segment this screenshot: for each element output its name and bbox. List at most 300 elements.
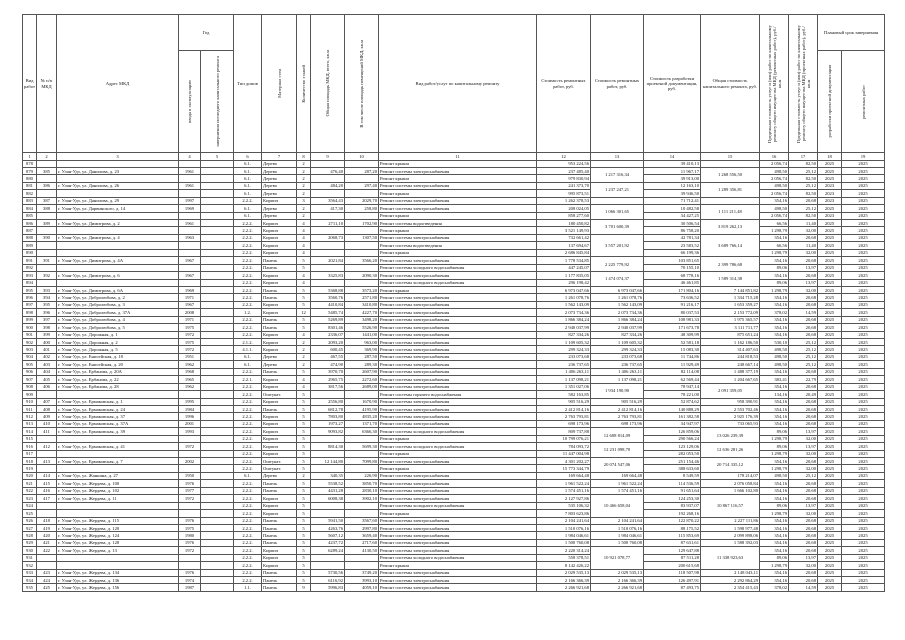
table-cell: 13,97 bbox=[789, 428, 818, 435]
table-cell: 906 bbox=[23, 368, 37, 375]
table-cell: 2025 bbox=[818, 487, 842, 494]
table-cell: 12 bbox=[297, 309, 311, 316]
table-cell: 2025 bbox=[842, 368, 885, 375]
table-cell: г. Улан-Удэ, ул. Жердева, д. 11 bbox=[57, 495, 179, 502]
table-row bbox=[23, 197, 885, 204]
table-cell: 400 bbox=[37, 339, 57, 346]
table-cell: Панель bbox=[262, 480, 297, 487]
table-cell: 2025 bbox=[842, 487, 885, 494]
table-cell: 2025 bbox=[818, 443, 842, 450]
table-cell: 2025 bbox=[818, 391, 842, 398]
table-cell bbox=[201, 339, 234, 346]
table-cell: 8814,30 bbox=[311, 443, 345, 450]
table-cell: 1993 bbox=[179, 428, 201, 435]
table-cell: г. Улан-Удэ, ул. Ербанова, д. 28 bbox=[57, 383, 179, 390]
table-cell: Ремонт системы электроснабжения bbox=[379, 569, 537, 576]
table-cell: 2025 bbox=[842, 190, 885, 197]
table-cell: 3749,20 bbox=[345, 569, 379, 576]
column-number: 8 bbox=[297, 153, 311, 161]
table-cell: 1963 bbox=[179, 234, 201, 241]
table-cell bbox=[201, 331, 234, 338]
table-cell: 2025 bbox=[842, 443, 885, 450]
table-cell: Ремонт крыши bbox=[379, 510, 537, 517]
table-cell: 1 298,79 bbox=[760, 249, 789, 256]
column-number: 3 bbox=[57, 153, 179, 161]
table-row bbox=[23, 547, 885, 554]
table-cell: 5 bbox=[297, 294, 311, 301]
table-cell: 1967 bbox=[179, 272, 201, 279]
table-cell: 1997 bbox=[179, 197, 201, 204]
table-cell: 1962 bbox=[179, 361, 201, 368]
table-cell bbox=[201, 167, 234, 174]
table-cell: Панель bbox=[262, 294, 297, 301]
table-cell: Ремонт системы электроснабжения bbox=[379, 495, 537, 502]
table-cell: 901 bbox=[23, 331, 37, 338]
table-cell bbox=[201, 316, 234, 323]
table-cell: 2.2.2. bbox=[234, 398, 262, 405]
table-row bbox=[23, 294, 885, 301]
table-row bbox=[23, 368, 885, 375]
table-cell: 498,50 bbox=[760, 353, 789, 360]
table-cell: 171 673,78 bbox=[644, 324, 701, 331]
table-cell: 20,68 bbox=[789, 532, 818, 539]
table-cell: г. Улан-Удэ, ул. Димитрова, д. 2 bbox=[57, 220, 179, 227]
table-cell bbox=[201, 539, 234, 546]
table-cell: 2025 bbox=[842, 584, 885, 591]
table-cell: 2025 bbox=[842, 257, 885, 264]
table-cell: 419 bbox=[37, 524, 57, 531]
table-cell: Панель bbox=[262, 577, 297, 584]
table-cell: 5996,83 bbox=[311, 584, 345, 591]
table-cell: 87 631,61 bbox=[644, 539, 701, 546]
table-cell: 4835,20 bbox=[345, 413, 379, 420]
table-cell: 3659,40 bbox=[345, 532, 379, 539]
header-c17: Предельная стоимость услуг и (или) работ по капитальному ремонту общего имущества МКД (проектных работ), руб./кв.м bbox=[789, 15, 818, 153]
table-cell: 4195,90 bbox=[345, 405, 379, 412]
table-cell bbox=[345, 450, 379, 457]
table-cell: 6.1. bbox=[234, 160, 262, 167]
table-cell: 180 450,82 bbox=[537, 220, 591, 227]
table-cell: 299 324,33 bbox=[591, 346, 644, 353]
table-cell: 827 3З4,26 bbox=[537, 331, 591, 338]
merged-repair-total: 1 237 247,21 bbox=[591, 182, 644, 197]
table-row bbox=[23, 309, 885, 316]
table-cell bbox=[201, 450, 234, 457]
table-cell: 4 bbox=[297, 234, 311, 241]
table-cell: 2025 bbox=[818, 450, 842, 457]
table-cell: 2 412 814,16 bbox=[537, 405, 591, 412]
table-cell: 2025 bbox=[842, 294, 885, 301]
table-cell: 244 818,53 bbox=[701, 353, 760, 360]
table-cell: 20,68 bbox=[789, 577, 818, 584]
table-cell: 2025 bbox=[842, 234, 885, 241]
column-number: 4 bbox=[179, 153, 201, 161]
table-cell: Ремонт системы электроснабжения bbox=[379, 197, 537, 204]
table-cell bbox=[37, 502, 57, 509]
table-cell: 2025 bbox=[842, 383, 885, 390]
table-cell: 2556,80 bbox=[311, 398, 345, 405]
table-cell bbox=[201, 160, 234, 167]
table-cell: 2 925 176,39 bbox=[701, 413, 760, 420]
table-cell: 2 bbox=[297, 472, 311, 479]
table-cell bbox=[57, 212, 179, 219]
table-cell: 6366,30 bbox=[345, 428, 379, 435]
table-cell: 732 661,42 bbox=[537, 234, 591, 241]
table-cell bbox=[201, 353, 234, 360]
table-cell: 2025 bbox=[818, 554, 842, 561]
table-cell: 413 bbox=[37, 458, 57, 465]
table-cell: 420 bbox=[37, 532, 57, 539]
table-cell bbox=[345, 190, 379, 197]
table-cell bbox=[701, 160, 760, 167]
table-cell: Панель bbox=[262, 517, 297, 524]
table-cell: 2.2.2. bbox=[234, 480, 262, 487]
table-cell: Оштукат. bbox=[262, 465, 297, 472]
table-cell bbox=[37, 190, 57, 197]
table-cell: 414 bbox=[37, 472, 57, 479]
table-cell: 398 bbox=[37, 324, 57, 331]
table-cell: 354,16 bbox=[760, 532, 789, 539]
table-cell: 3902,10 bbox=[345, 495, 379, 502]
table-cell: 2.2.2. bbox=[234, 502, 262, 509]
table-cell: 2 148 043,11 bbox=[701, 569, 760, 576]
table-cell bbox=[37, 279, 57, 286]
column-number: 14 bbox=[644, 153, 701, 161]
table-cell: 2025 bbox=[842, 420, 885, 427]
table-cell: 20,49 bbox=[789, 391, 818, 398]
table-cell: Кирпич bbox=[262, 443, 297, 450]
table-cell: 5368,88 bbox=[311, 286, 345, 293]
table-cell: 2025 bbox=[818, 539, 842, 546]
table-cell: 11 447 004,98 bbox=[537, 450, 591, 457]
table-cell bbox=[201, 554, 234, 561]
table-cell: Кирпич bbox=[262, 242, 297, 249]
table-cell bbox=[201, 502, 234, 509]
table-cell: 963,00 bbox=[345, 339, 379, 346]
merged-overall-total: 20 714 335,12 bbox=[701, 458, 760, 473]
table-cell: 354,16 bbox=[760, 420, 789, 427]
table-cell bbox=[201, 190, 234, 197]
table-cell: 82,50 bbox=[789, 160, 818, 167]
table-cell: 2.2.2. bbox=[234, 450, 262, 457]
table-cell: 2025 bbox=[842, 197, 885, 204]
table-cell: 2336,07 bbox=[311, 331, 345, 338]
table-cell: 909 bbox=[23, 391, 37, 398]
table-cell: 3567,60 bbox=[345, 517, 379, 524]
table-cell: 929 bbox=[23, 539, 37, 546]
table-cell: Ремонт крыши bbox=[379, 562, 537, 569]
table-cell bbox=[345, 554, 379, 561]
table-cell: Кирпич bbox=[262, 249, 297, 256]
table-cell: 2025 bbox=[842, 220, 885, 227]
table-cell bbox=[345, 279, 379, 286]
table-cell: Дерево bbox=[262, 472, 297, 479]
table-cell: 354,16 bbox=[760, 197, 789, 204]
table-cell: 5 bbox=[297, 510, 311, 517]
table-cell: 39 946,50 bbox=[644, 190, 701, 197]
table-cell: 4 bbox=[297, 383, 311, 390]
table-cell: 2025 bbox=[842, 316, 885, 323]
table-cell: г. Улан-Удэ, ул. Енисейская, д. 18 bbox=[57, 353, 179, 360]
merged-repair-total: 1 217 316,34 bbox=[591, 167, 644, 182]
column-number: 11 bbox=[379, 153, 537, 161]
table-cell: Дерево bbox=[262, 175, 297, 182]
table-cell: 1969 bbox=[179, 286, 201, 293]
table-cell: 2090,30 bbox=[345, 272, 379, 279]
table-cell bbox=[311, 450, 345, 457]
table-cell: 1 109 605,32 bbox=[537, 339, 591, 346]
table-cell: Панель bbox=[262, 324, 297, 331]
table-cell: 1 984 046,61 bbox=[591, 532, 644, 539]
table-cell: 2025 bbox=[842, 435, 885, 442]
table-cell: 2025 bbox=[842, 205, 885, 212]
table-cell: Ремонт системы холодного водоснабжения bbox=[379, 279, 537, 286]
table-cell: 1 961 522,24 bbox=[537, 480, 591, 487]
header-c13: Стоимость ремонтных работ, руб. bbox=[591, 15, 644, 153]
table-cell: 11 967,17 bbox=[644, 167, 701, 174]
table-cell: Дерево bbox=[262, 205, 297, 212]
table-cell: 6.1. bbox=[234, 361, 262, 368]
table-cell: 2025 bbox=[842, 175, 885, 182]
table-cell: 354,16 bbox=[760, 517, 789, 524]
header-c16: Предельная стоимость услуг и (или) работ по капитальному ремонту общего имущества МКД (ремонтных работ), руб./кв.м bbox=[760, 15, 789, 153]
table-cell: 4410,84 bbox=[311, 301, 345, 308]
table-cell: Ремонт системы электроснабжения bbox=[379, 346, 537, 353]
table-cell: 417 bbox=[37, 495, 57, 502]
table-cell: 926 bbox=[23, 517, 37, 524]
table-cell: 2 bbox=[297, 160, 311, 167]
table-cell: Ремонт системы электроснабжения bbox=[379, 324, 537, 331]
table-cell: 354,16 bbox=[760, 487, 789, 494]
table-cell: 5607,12 bbox=[311, 532, 345, 539]
table-cell: г. Улан-Удэ, ул. Ермаковская, д. 39 bbox=[57, 428, 179, 435]
table-cell: 1 778 534,85 bbox=[537, 257, 591, 264]
table-cell: 498,50 bbox=[760, 182, 789, 189]
table-cell: 4 bbox=[297, 279, 311, 286]
table-cell bbox=[179, 554, 201, 561]
table-cell: 416 bbox=[37, 487, 57, 494]
table-cell: 424 bbox=[37, 577, 57, 584]
table-cell: 287,20 bbox=[345, 167, 379, 174]
table-cell: 1972 bbox=[179, 547, 201, 554]
table-cell: 408 bbox=[37, 405, 57, 412]
table-cell: 2025 bbox=[818, 524, 842, 531]
table-cell: 1967 bbox=[179, 301, 201, 308]
table-cell: 1670,90 bbox=[345, 398, 379, 405]
table-cell: 417,30 bbox=[311, 205, 345, 212]
table-cell: Кирпич bbox=[262, 502, 297, 509]
table-cell: 2025 bbox=[818, 405, 842, 412]
table-cell: 2025 bbox=[818, 324, 842, 331]
table-cell: 935 bbox=[23, 584, 37, 591]
table-cell: Ремонт системы электроснабжения bbox=[379, 182, 537, 189]
table-cell: 89,06 bbox=[760, 554, 789, 561]
table-cell: 912 bbox=[23, 413, 37, 420]
table-cell bbox=[201, 398, 234, 405]
table-row bbox=[23, 577, 885, 584]
table-cell: 2 166 366,39 bbox=[591, 577, 644, 584]
table-cell: 1 653 359,27 bbox=[701, 301, 760, 308]
table-cell: 911 bbox=[23, 405, 37, 412]
table-cell: 2.2.2. bbox=[234, 324, 262, 331]
table-cell: Ремонт крыши bbox=[379, 160, 537, 167]
table-cell: 2965,75 bbox=[311, 376, 345, 383]
table-cell: 2025 bbox=[818, 480, 842, 487]
table-cell: 2025 bbox=[842, 428, 885, 435]
table-cell: 1 137 098,21 bbox=[537, 376, 591, 383]
table-cell: 354,16 bbox=[760, 577, 789, 584]
table-cell: 2.2.2. bbox=[234, 532, 262, 539]
table-cell bbox=[201, 301, 234, 308]
table-cell: 354,16 bbox=[760, 569, 789, 576]
table-cell: 2025 bbox=[842, 249, 885, 256]
table-cell: 89,06 bbox=[760, 264, 789, 271]
table-cell: 2025 bbox=[842, 495, 885, 502]
table-cell: 2 763 793,81 bbox=[591, 413, 644, 420]
table-cell: Ремонт системы электроснабжения bbox=[379, 301, 537, 308]
table-cell: 388 633,60 bbox=[644, 465, 701, 472]
table-cell: Ремонт системы холодного водоснабжения bbox=[379, 443, 537, 450]
table-cell: 1961 bbox=[179, 220, 201, 227]
table-cell: 22,79 bbox=[789, 376, 818, 383]
table-cell: Ремонт крыши bbox=[379, 227, 537, 234]
table-cell: 5 bbox=[297, 301, 311, 308]
table-cell: 20,68 bbox=[789, 383, 818, 390]
table-cell: 2025 bbox=[818, 584, 842, 591]
table-cell: 2025 bbox=[842, 339, 885, 346]
table-cell: 2.2.2. bbox=[234, 391, 262, 398]
table-cell bbox=[345, 160, 379, 167]
table-cell bbox=[37, 510, 57, 517]
table-cell: 411 bbox=[37, 428, 57, 435]
table-cell: 6812,78 bbox=[311, 405, 345, 412]
table-cell: г. Улан-Удэ, ул. Жердева, д. 100 bbox=[57, 480, 179, 487]
table-cell: 388 bbox=[37, 205, 57, 212]
table-row bbox=[23, 524, 885, 531]
table-cell: Кирпич bbox=[262, 197, 297, 204]
table-cell: 2025 bbox=[842, 324, 885, 331]
table-cell: Ремонт системы электроснабжения bbox=[379, 405, 537, 412]
table-cell bbox=[179, 212, 201, 219]
table-cell bbox=[37, 242, 57, 249]
table-cell bbox=[201, 242, 234, 249]
table-cell: 354,16 bbox=[760, 398, 789, 405]
table-cell: 2.2.2. bbox=[234, 428, 262, 435]
table-cell: 498,50 bbox=[760, 167, 789, 174]
table-cell: Панель bbox=[262, 487, 297, 494]
table-cell: 2 166 366,39 bbox=[537, 577, 591, 584]
table-cell: 5 bbox=[297, 428, 311, 435]
table-cell: 32,00 bbox=[789, 249, 818, 256]
table-cell: 2 292 864,29 bbox=[701, 577, 760, 584]
table-cell: 2.2.2. bbox=[234, 405, 262, 412]
table-cell: 809 737,88 bbox=[537, 428, 591, 435]
table-cell: 89,06 bbox=[760, 279, 789, 286]
table-cell: 354,16 bbox=[760, 234, 789, 241]
table-cell: 6008,38 bbox=[311, 495, 345, 502]
table-cell: 118 507,98 bbox=[644, 569, 701, 576]
table-cell: 1976 bbox=[179, 539, 201, 546]
table-cell: 1951 bbox=[179, 353, 201, 360]
table-cell: 12 163,10 bbox=[644, 182, 701, 189]
table-cell: 4 bbox=[297, 331, 311, 338]
table-cell bbox=[201, 205, 234, 212]
table-cell: 5 bbox=[297, 569, 311, 576]
table-cell bbox=[201, 413, 234, 420]
table-cell bbox=[345, 510, 379, 517]
table-cell: 6.1. bbox=[234, 190, 262, 197]
table-cell bbox=[201, 472, 234, 479]
table-cell: Дерево bbox=[262, 212, 297, 219]
table-cell: 137 694,67 bbox=[537, 242, 591, 249]
table-cell: 114 536,59 bbox=[644, 480, 701, 487]
table-cell: 1 406 263,11 bbox=[591, 368, 644, 375]
table-cell: 922 bbox=[23, 487, 37, 494]
table-cell: 1975 bbox=[179, 339, 201, 346]
table-cell: 2 266 921,68 bbox=[591, 584, 644, 591]
table-cell: 397 bbox=[37, 316, 57, 323]
merged-overall-total: 2 399 786,68 bbox=[701, 257, 760, 272]
table-cell: 20,68 bbox=[789, 569, 818, 576]
table-cell: 3817,56 bbox=[311, 383, 345, 390]
table-cell: 103 851,65 bbox=[644, 257, 701, 264]
table-cell: 885 bbox=[23, 212, 37, 219]
table-row bbox=[23, 324, 885, 331]
table-cell: 5 bbox=[297, 398, 311, 405]
table-cell: 1961 bbox=[179, 182, 201, 189]
table-cell: 126 859,06 bbox=[644, 428, 701, 435]
table-cell: 2029,70 bbox=[345, 197, 379, 204]
table-cell: 898 bbox=[23, 309, 37, 316]
table-cell: 208 024,05 bbox=[537, 205, 591, 212]
table-cell: Кирпич bbox=[262, 227, 297, 234]
table-cell: 2025 bbox=[842, 331, 885, 338]
table-cell: 2025 bbox=[818, 272, 842, 279]
table-cell: 2025 bbox=[842, 510, 885, 517]
table-cell: 233 073,68 bbox=[591, 353, 644, 360]
header-c7: Материал стен bbox=[262, 15, 297, 153]
table-cell: 5 bbox=[297, 391, 311, 398]
table-cell: 2 029 535,13 bbox=[591, 569, 644, 576]
table-row bbox=[23, 353, 885, 360]
table-cell: Кирпич bbox=[262, 495, 297, 502]
table-cell: 5 bbox=[297, 547, 311, 554]
merged-repair-total: 1 066 301,65 bbox=[591, 205, 644, 220]
table-cell: 905 bbox=[23, 361, 37, 368]
table-cell: 2025 bbox=[842, 376, 885, 383]
table-cell: 2 153 772,09 bbox=[701, 309, 760, 316]
table-cell: 13,97 bbox=[789, 502, 818, 509]
merged-overall-total: 3 689 766,14 bbox=[701, 234, 760, 256]
table-cell: 1 204 667,65 bbox=[701, 376, 760, 383]
table-cell: 2.2.2. bbox=[234, 316, 262, 323]
table-cell: 2025 bbox=[818, 286, 842, 293]
table-cell: г. Улан-Удэ, ул. Дорожная, д. 1 bbox=[57, 331, 179, 338]
table-cell: 2025 bbox=[818, 465, 842, 472]
table-cell: 80 037,53 bbox=[644, 309, 701, 316]
table-cell: 2025 bbox=[818, 428, 842, 435]
table-cell: 1968 bbox=[179, 368, 201, 375]
table-cell: 354,16 bbox=[760, 539, 789, 546]
table-cell: 86 758,20 bbox=[644, 227, 701, 234]
table-cell: 784 093,72 bbox=[537, 443, 591, 450]
table-cell: 878 bbox=[23, 160, 37, 167]
table-cell bbox=[345, 242, 379, 249]
table-cell: 892 bbox=[23, 264, 37, 271]
table-cell: Ремонт системы электроснабжения bbox=[379, 376, 537, 383]
table-cell: 2025 bbox=[842, 539, 885, 546]
table-cell: 2.2.2. bbox=[234, 383, 262, 390]
